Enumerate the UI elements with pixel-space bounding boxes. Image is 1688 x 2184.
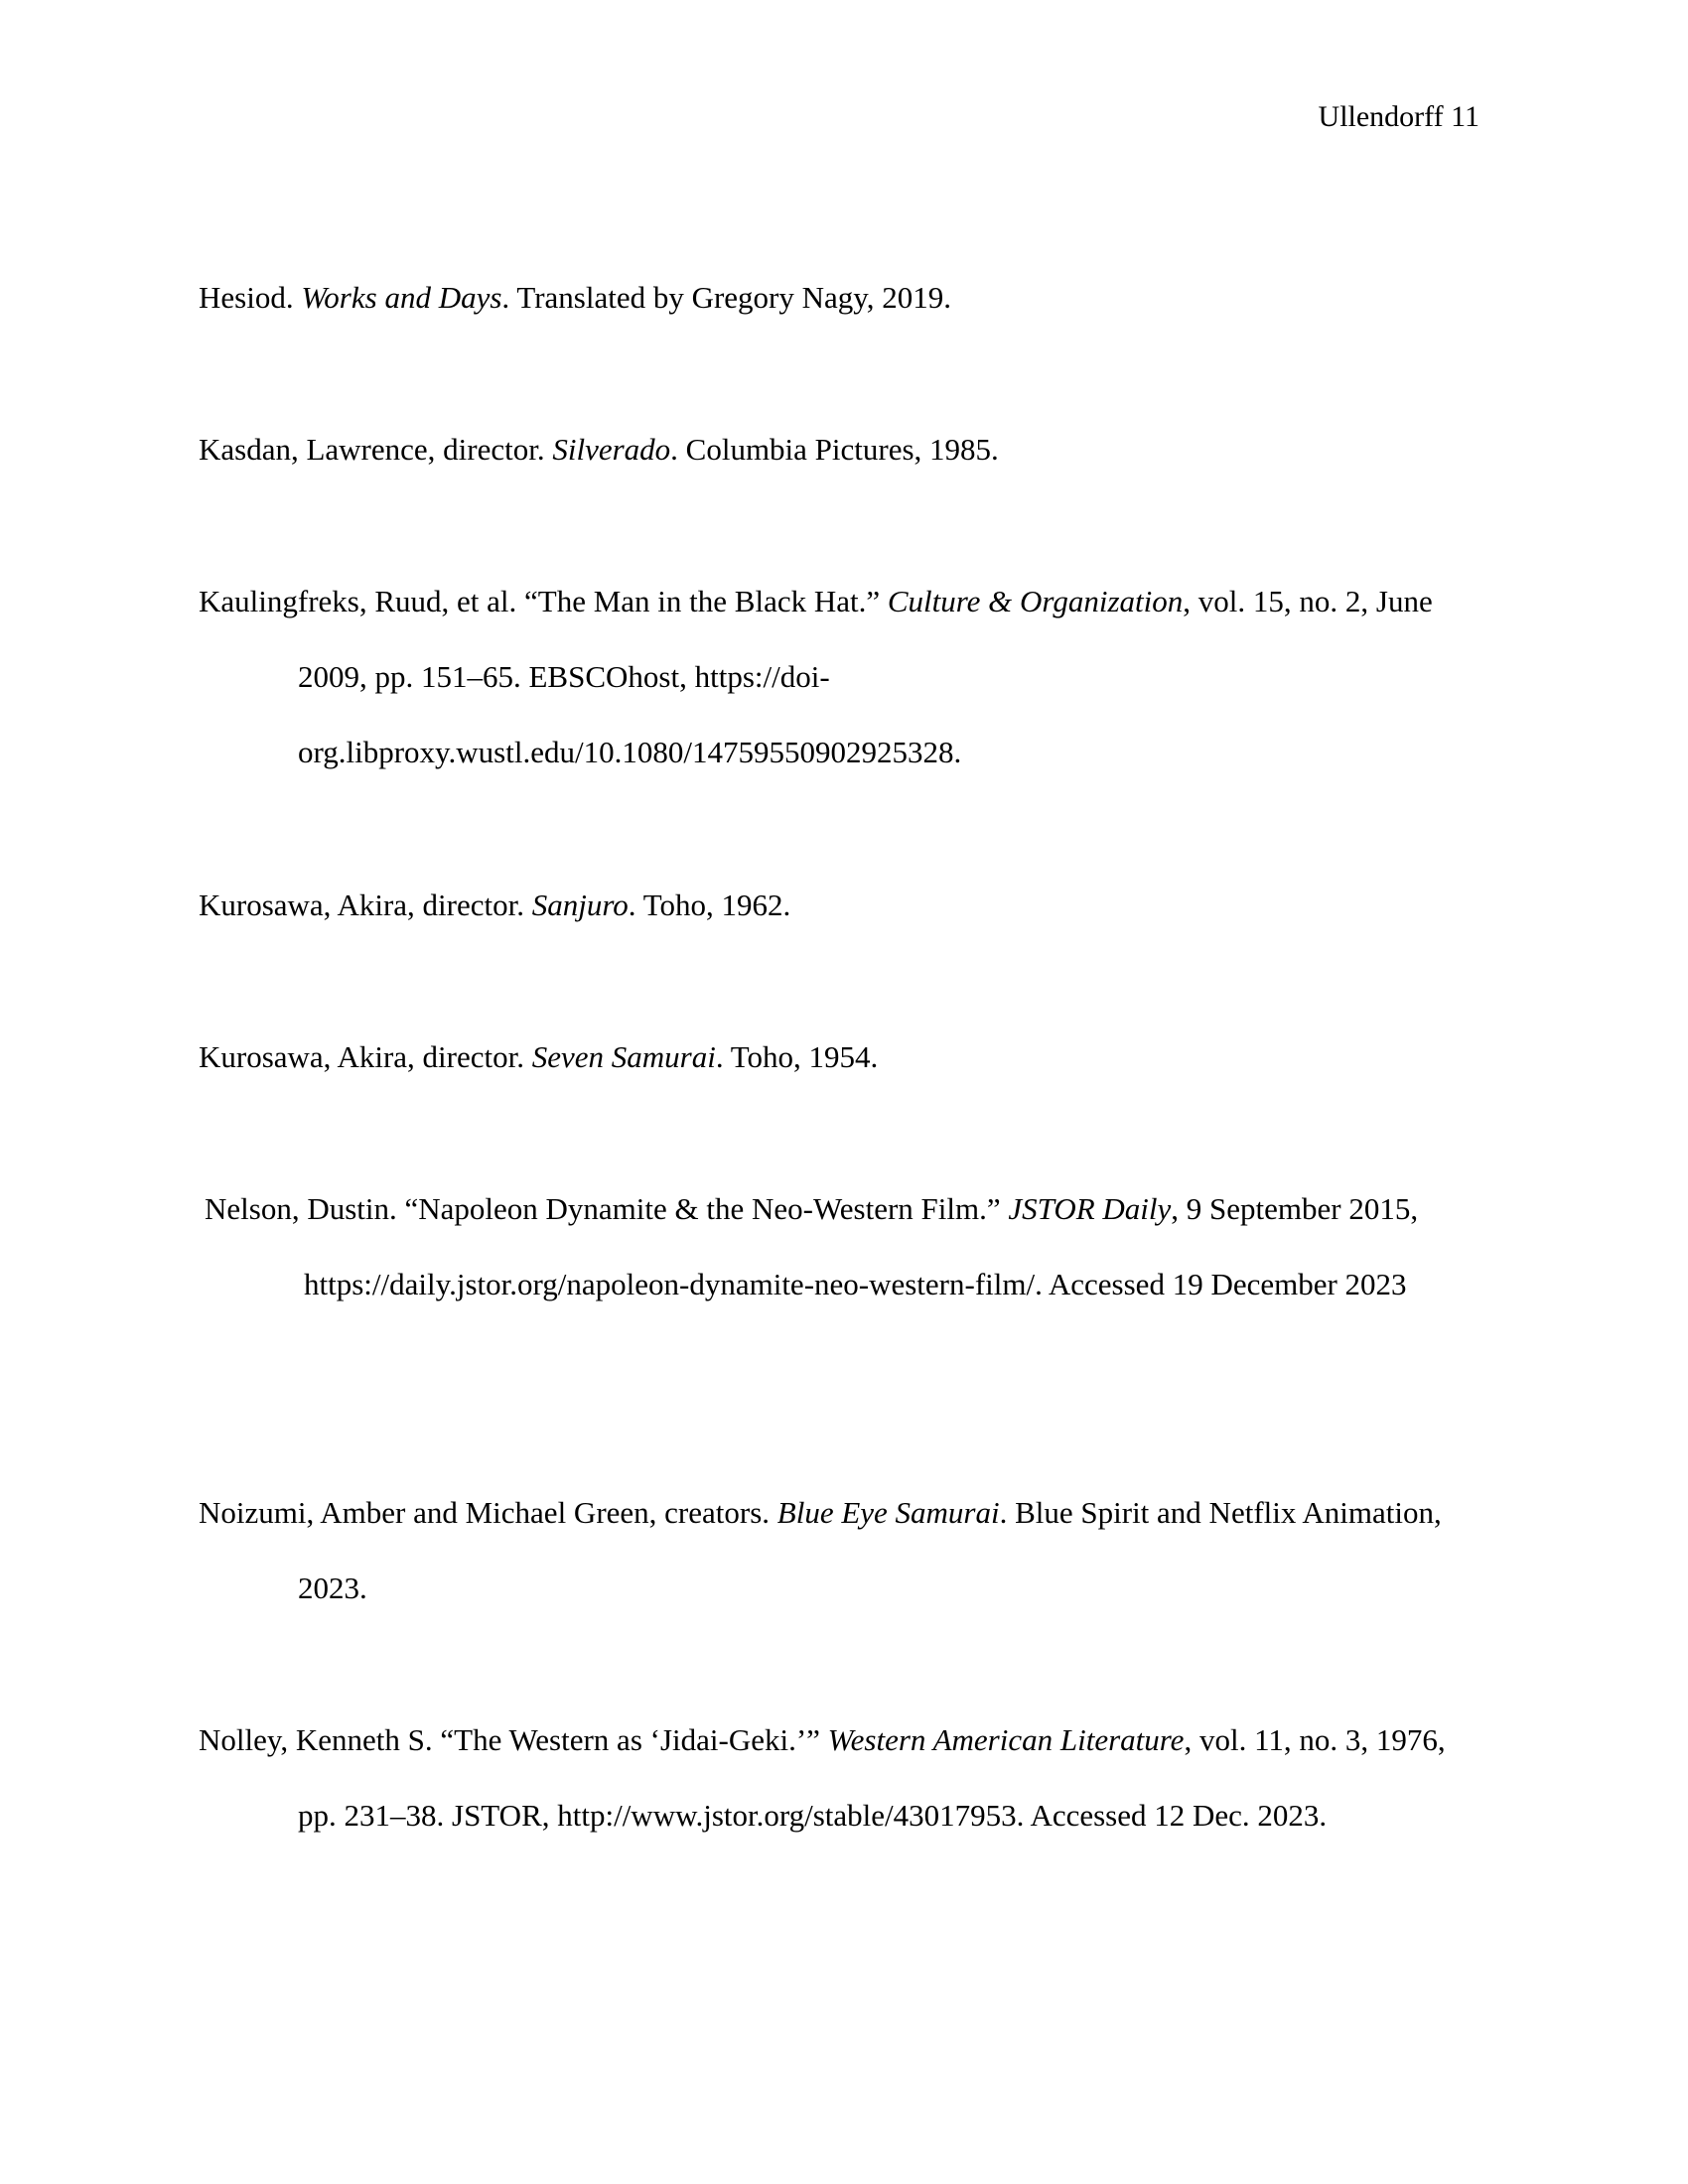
entry-text: Kaulingfreks, Ruud, et al. “The Man in the Black Hat.” <box>199 584 888 618</box>
entry-title: Blue Eye Samurai <box>776 1495 1000 1530</box>
entry-text: . Blue Spirit and Netflix Animation, 2023. <box>298 1495 1442 1605</box>
works-cited-entry-kurosawa-sanjuro <box>199 868 1489 943</box>
entry-text: . Toho, 1954. <box>715 1039 879 1074</box>
entry-title: Seven Samurai <box>531 1039 716 1074</box>
entry-text: , vol. 15, no. 2, June 2009, pp. 151–65. EBSCOhost, https://doi-org.libproxy.wustl.edu/10.1080/14759550902925328. <box>298 584 1433 769</box>
entry-text: , vol. 11, no. 3, 1976, pp. 231–38. JSTOR, http://www.jstor.org/stable/43017953. Accessed 12 Dec. 2023. <box>298 1722 1446 1833</box>
entry-text: Noizumi, Amber and Michael Green, creators. <box>199 1495 777 1530</box>
entry-text: Kurosawa, Akira, director. <box>199 1039 532 1074</box>
works-cited-entry-kasdan <box>199 412 1489 487</box>
entry-title: Sanjuro <box>531 887 629 922</box>
entry-text: . Columbia Pictures, 1985. <box>670 432 999 467</box>
entry-text: , 9 September 2015, https://daily.jstor.org/napoleon-dynamite-neo-western-film/. Accessed 19 December 2023 <box>304 1191 1419 1301</box>
works-cited-entry-kaulingfreks <box>199 564 1489 790</box>
works-cited-entry-nolley <box>199 1703 1489 1853</box>
entry-text: Kurosawa, Akira, director. <box>199 887 532 922</box>
entry-title: Works and Days <box>301 280 502 315</box>
entry-title: JSTOR Daily <box>1008 1191 1172 1226</box>
works-cited-entry-noizumi <box>199 1475 1489 1626</box>
works-cited-entry-kurosawa-seven-samurai <box>199 1020 1489 1095</box>
entry-text: Nelson, Dustin. “Napoleon Dynamite & the Neo-Western Film.” <box>205 1191 1009 1226</box>
works-cited-entry-hesiod <box>199 260 1489 336</box>
entry-text: . Translated by Gregory Nagy, 2019. <box>501 280 952 315</box>
entry-text: Hesiod. <box>199 280 302 315</box>
works-cited-entry-nelson <box>205 1171 1495 1322</box>
entry-title: Silverado <box>552 432 671 467</box>
entry-title: Western American Literature <box>827 1722 1185 1757</box>
entry-text: Kasdan, Lawrence, director. <box>199 432 553 467</box>
entry-text: Nolley, Kenneth S. “The Western as ‘Jidai-Geki.’” <box>199 1722 828 1757</box>
entry-title: Culture & Organization <box>887 584 1184 618</box>
entry-text: . Toho, 1962. <box>628 887 791 922</box>
running-head: Ullendorff 11 <box>1318 100 1479 133</box>
